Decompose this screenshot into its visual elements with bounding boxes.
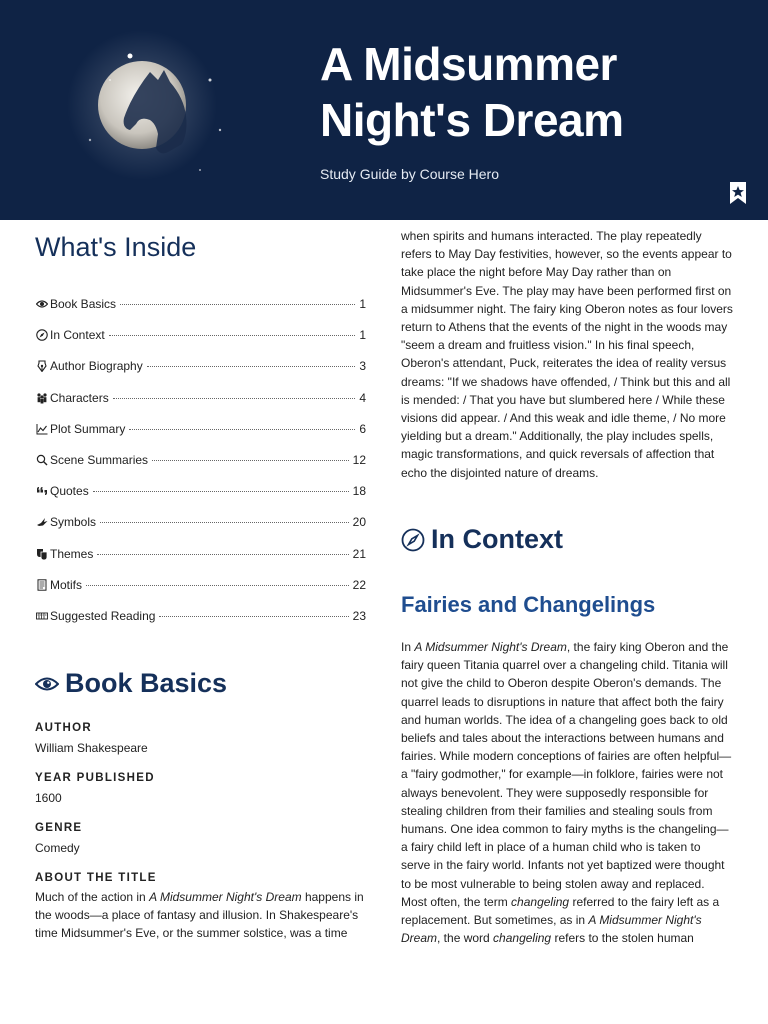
books-icon bbox=[35, 610, 49, 622]
book-basics-heading-text: Book Basics bbox=[65, 668, 228, 698]
toc-heading: What's Inside bbox=[35, 232, 197, 262]
toc-label: Symbols bbox=[50, 515, 97, 530]
theater-masks-icon bbox=[35, 548, 49, 560]
about-title-label: ABOUT THE TITLE bbox=[35, 872, 157, 884]
toc-page-number: 1 bbox=[359, 328, 366, 343]
pen-nib-icon bbox=[35, 360, 49, 372]
toc-label: Themes bbox=[50, 546, 94, 561]
section-subheading: Fairies and Changelings bbox=[401, 592, 656, 617]
author-label: AUTHOR bbox=[35, 722, 92, 734]
term-italic: changeling bbox=[511, 894, 570, 909]
eye-icon bbox=[35, 676, 59, 692]
compass-icon bbox=[35, 329, 49, 341]
magnifier-icon bbox=[35, 454, 49, 466]
toc-item-scene-summaries[interactable] bbox=[35, 452, 366, 483]
toc-label: Author Biography bbox=[50, 359, 143, 374]
in-context-heading bbox=[401, 524, 563, 555]
text-run: Much of the action in bbox=[35, 890, 150, 904]
genre-value: Comedy bbox=[35, 841, 80, 855]
quote-icon bbox=[35, 485, 49, 497]
toc-label: Characters bbox=[50, 390, 109, 405]
toc-label: Book Basics bbox=[50, 297, 117, 311]
toc-leader bbox=[86, 585, 349, 586]
year-published-label: YEAR PUBLISHED bbox=[35, 772, 155, 784]
eye-icon bbox=[35, 298, 49, 310]
toc-leader bbox=[113, 398, 356, 399]
document-subtitle: Study Guide by Course Hero bbox=[320, 166, 499, 182]
toc-page-number: 21 bbox=[352, 546, 366, 561]
book-title-italic: A Midsummer Night's Dream bbox=[149, 890, 302, 904]
moon-donkey-icon bbox=[60, 20, 260, 200]
text-run: , the word bbox=[437, 931, 494, 946]
toc-page-number: 23 bbox=[352, 608, 366, 623]
toc-item-characters[interactable] bbox=[35, 390, 366, 421]
toc-item-symbols[interactable] bbox=[35, 514, 366, 545]
toc-label: Scene Summaries bbox=[50, 452, 149, 467]
about-title-paragraph bbox=[35, 888, 366, 943]
toc-item-quotes[interactable] bbox=[35, 483, 366, 514]
text-run: referred to the fairy left as a replacement. But sometimes, as in bbox=[401, 894, 720, 928]
toc-page-number: 20 bbox=[352, 515, 366, 530]
fairies-paragraph bbox=[401, 638, 733, 947]
toc-item-motifs[interactable] bbox=[35, 577, 366, 608]
text-run: , the fairy king Oberon and the fairy queen Titania quarrel over a changeling child. Titania will not give the child to Oberon despite Oberon's demands. The quarrel leads to disruptions in nature that affect both the fairy and human worlds. The idea of a changeling goes back to old beliefs and tales about the interactions between humans and fairies. While modern conceptions of fairies are often helpful—a "fairy godmother," for example—in folklore, fairies were not always benevolent. They were supposedly responsible for stealing children from their families and stealing souls from humans. One idea common to fairy myths is the changeling—a fairy child left in place of a human child who is taken to serve in the fairy world. Infants not yet baptized were thought to be most vulnerable to being stolen away and replaced. Most often, the term bbox=[401, 640, 732, 909]
toc-item-themes[interactable] bbox=[35, 546, 366, 577]
continued-paragraph: when spirits and humans interacted. The play repeatedly refers to May Day festivities, however, so the events appear to take place the night before May Day rather than on Midsummer's Eve. The play may have been performed first on a midsummer night. The fairy king Oberon notes as four lovers return to Athens that the events of the night in the woods may "seem a dream and fruitless vision." In his final speech, Oberon's attendant, Puck, reiterates the idea of reality versus dreams: "If we shadows have offended, / Think but this and all is mended: / That you have but slumbered here / While these visions did appear. / And this weak and idle theme, / No more yielding but a dream." Additionally, the play includes spells, magic transformations, and quick reversals of affection that echo the disjointed nature of dreams. bbox=[401, 229, 733, 480]
text-run: refers to the stolen human bbox=[551, 931, 694, 946]
toc-label: In Context bbox=[50, 328, 105, 343]
toc-page-number: 22 bbox=[352, 577, 366, 592]
toc-leader bbox=[109, 335, 356, 336]
bookmark-star-icon bbox=[728, 182, 748, 204]
toc-label: Quotes bbox=[50, 484, 89, 499]
toc-leader bbox=[100, 522, 349, 523]
toc-page-number: 12 bbox=[352, 452, 366, 467]
author-value: William Shakespeare bbox=[35, 741, 148, 755]
bird-icon bbox=[35, 516, 49, 528]
toc-leader bbox=[147, 366, 356, 367]
text-run: In bbox=[401, 640, 415, 654]
toc-leader bbox=[159, 616, 348, 617]
year-published-value: 1600 bbox=[35, 791, 62, 805]
toc-item-author-biography[interactable] bbox=[35, 358, 366, 389]
toc-label: Suggested Reading bbox=[50, 608, 156, 623]
text-run: happens in the woods—a place of fantasy and illusion. In Shakespeare's time Midsummer's Eve, or the summer solstice, was a time bbox=[35, 890, 364, 941]
toc-page-number: 4 bbox=[359, 390, 366, 405]
line-chart-icon bbox=[35, 423, 49, 435]
book-basics-heading bbox=[35, 668, 227, 699]
toc-page-number: 3 bbox=[359, 359, 366, 374]
people-icon bbox=[35, 392, 49, 404]
toc-item-book-basics[interactable] bbox=[35, 296, 366, 327]
toc-item-plot-summary[interactable] bbox=[35, 421, 366, 452]
in-context-heading-text: In Context bbox=[431, 524, 563, 554]
book-title-italic: A Midsummer Night's Dream bbox=[414, 640, 567, 654]
compass-icon bbox=[401, 528, 425, 552]
toc-leader bbox=[93, 491, 349, 492]
toc-leader bbox=[152, 460, 349, 461]
toc-item-in-context[interactable] bbox=[35, 327, 366, 358]
toc-label: Motifs bbox=[50, 577, 83, 592]
table-of-contents bbox=[35, 296, 366, 639]
genre-label: GENRE bbox=[35, 822, 83, 834]
toc-page-number: 6 bbox=[359, 421, 366, 436]
toc-page-number: 1 bbox=[359, 297, 366, 311]
toc-leader bbox=[97, 554, 348, 555]
toc-page-number: 18 bbox=[352, 484, 366, 499]
document-icon bbox=[35, 579, 49, 591]
toc-item-suggested-reading[interactable] bbox=[35, 608, 366, 639]
term-italic: changeling bbox=[493, 931, 552, 946]
toc-leader bbox=[120, 304, 355, 305]
toc-label: Plot Summary bbox=[50, 421, 126, 436]
toc-leader bbox=[129, 429, 355, 430]
cover-header bbox=[0, 0, 768, 220]
document-title: A Midsummer Night's Dream bbox=[320, 38, 624, 146]
book-title-italic: A Midsummer Night's Dream bbox=[401, 913, 702, 946]
